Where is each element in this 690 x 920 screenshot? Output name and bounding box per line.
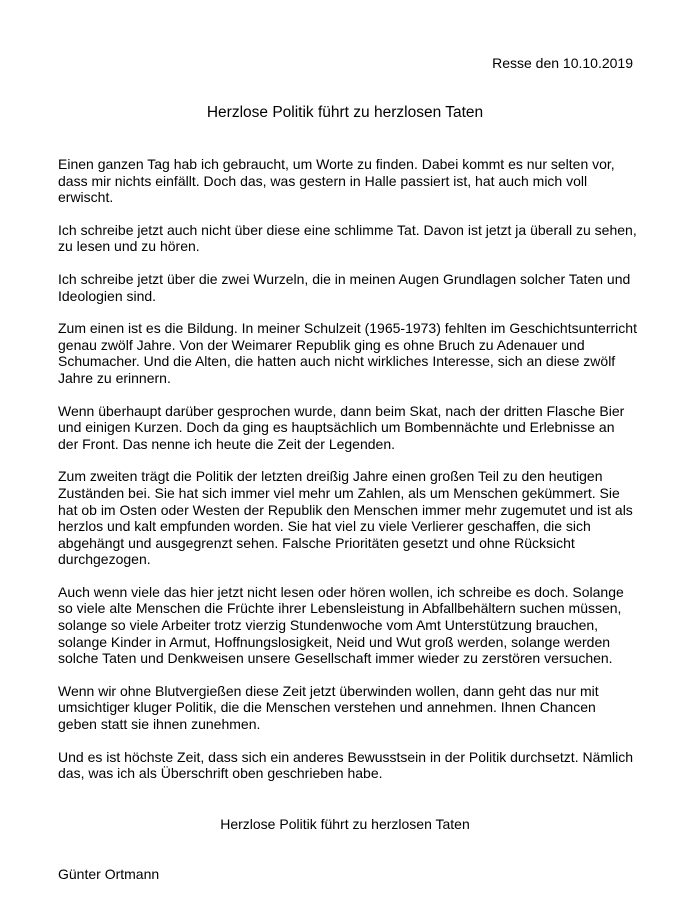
paragraph-6: Zum zweiten trägt die Politik der letzten dreißig Jahre einen großen Teil zu den heutigen Zuständen bei. Sie hat sich immer viel mehr um Zahlen, als um Menschen gekümmert. Sie hat ob im Osten oder Westen der Republik den Menschen immer mehr zugemutet und ist als herzlos und kalt empfunden worden. Sie hat viel zu viele Verlierer geschaffen, die sich abgehängt und ausgegrenzt sehen. Falsche Prioritäten gesetzt und ohne Rücksicht durchgezogen. [58, 468, 633, 568]
paragraph-2: Ich schreibe jetzt auch nicht über diese eine schlimme Tat. Davon ist jetzt ja überall zu sehen, zu lesen und zu hören. [58, 221, 637, 255]
paragraph-4: Zum einen ist es die Bildung. In meiner Schulzeit (1965-1973) fehlten im Geschichtsunterricht genau zwölf Jahre. Von der Weimarer Republik ging es ohne Bruch zu Adenauer und Schumacher. Und die Alten, die hatten auch nicht wirkliches Interesse, sich an diese zwölf Jahre zu erinnern. [58, 320, 637, 386]
signature: Günter Ortmann [58, 866, 160, 882]
paragraph-7: Auch wenn viele das hier jetzt nicht lesen oder hören wollen, ich schreibe es doch. Solange so viele alte Menschen die Früchte ihrer Lebensleistung in Abfallbehältern suchen müssen, solange so viele Arbeiter trotz vierzig Stundenwoche vom Amt Unterstützung brauchen, solange Kinder in Armut, Hoffnungslosigkeit, Neid und Wut groß werden, solange werden solche Taten und Denkweisen unsere Gesellschaft immer wieder zu zerstören versuchen. [58, 583, 624, 667]
letter-date: Resse den 10.10.2019 [492, 55, 633, 71]
paragraph-8: Wenn wir ohne Blutvergießen diese Zeit jetzt überwinden wollen, dann geht das nur mit umsichtiger kluger Politik, die die Menschen verstehen und annehmen. Ihnen Chancen geben statt sie ihnen zunehmen. [58, 682, 599, 733]
letter-title: Herzlose Politik führt zu herzlosen Taten [206, 104, 484, 121]
paragraph-9: Und es ist höchste Zeit, dass sich ein anderes Bewusstsein in der Politik durchsetzt. Nämlich das, was ich als Überschrift oben geschrieben habe. [58, 748, 634, 782]
paragraph-5: Wenn überhaupt darüber gesprochen wurde, dann beim Skat, nach der dritten Flasche Bier und einigen Kurzen. Doch da ging es hauptsächlich um Bombennächte und Erlebnisse an der Front. Das nenne ich heute die Zeit der Legenden. [58, 402, 625, 452]
paragraph-1: Einen ganzen Tag hab ich gebraucht, um Worte zu finden. Dabei kommt es nur selten vor, dass mir nichts einfällt. Doch das, was gestern in Halle passiert ist, hat auch mich voll erwischt. [58, 156, 615, 206]
closing-line: Herzlose Politik führt zu herzlosen Taten [220, 816, 470, 832]
paragraph-3: Ich schreibe jetzt über die zwei Wurzeln, die in meinen Augen Grundlagen solcher Taten und Ideologien sind. [58, 270, 631, 304]
letter-body [58, 156, 638, 798]
